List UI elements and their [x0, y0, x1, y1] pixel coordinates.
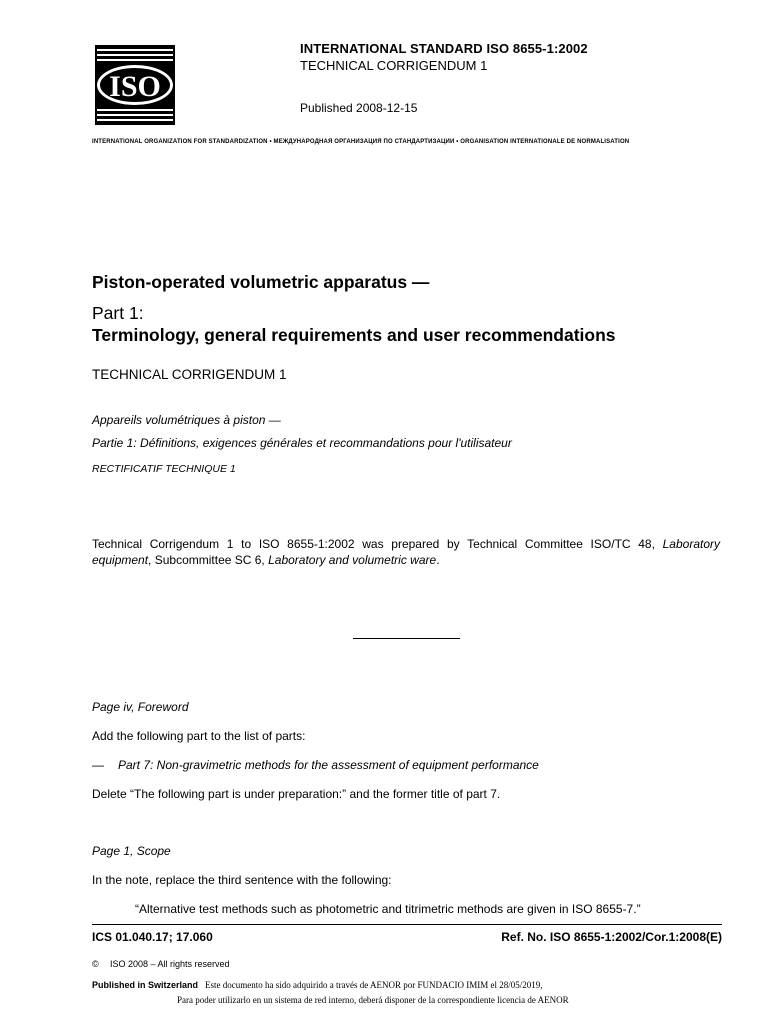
para-committee-name: Laboratory equipment	[92, 537, 720, 567]
corrigendum-label: TECHNICAL CORRIGENDUM 1	[300, 58, 488, 73]
document-title: Piston-operated volumetric apparatus —	[92, 272, 430, 292]
iso-logo	[95, 45, 175, 125]
location-foreword: Page iv, Foreword	[92, 700, 189, 714]
ics-code: ICS 01.040.17; 17.060	[92, 930, 213, 944]
french-part: Partie 1: Définitions, exigences générales et recommandations pour l'utilisateur	[92, 436, 512, 450]
organization-line: INTERNATIONAL ORGANIZATION FOR STANDARDIZATION • МЕЖДУНАРОДНАЯ ОРГАНИЗАЦИЯ ПО СТАНДАРТИЗАЦИИ • ORGANISATION INTERNATIONALE DE NORMALISATION	[92, 139, 630, 145]
replacement-quote: “Alternative test methods such as photometric and titrimetric methods are given in ISO 8655-7.”	[135, 902, 641, 916]
french-title: Appareils volumétriques à piston —	[92, 413, 281, 427]
license-watermark-line-1: Este documento ha sido adquirido a través de AENOR por FUNDACIO IMIM el 28/05/2019,	[205, 980, 543, 990]
instruction-add: Add the following part to the list of parts:	[92, 729, 306, 743]
para-subcommittee-name: Laboratory and volumetric ware	[268, 553, 437, 567]
reference-number: Ref. No. ISO 8655-1:2002/Cor.1:2008(E)	[501, 930, 722, 944]
french-corrigendum: RECTIFICATIF TECHNIQUE 1	[92, 463, 236, 475]
list-dash: —	[92, 758, 104, 772]
para-text-1: Technical Corrigendum 1 to ISO 8655-1:2002 was prepared by Technical Committee ISO/TC 48,	[92, 537, 663, 551]
instruction-delete: Delete “The following part is under preparation:” and the former title of part 7.	[92, 787, 501, 801]
published-date: Published 2008-12-15	[300, 101, 418, 115]
iso-logo-graphic	[95, 45, 175, 125]
location-scope: Page 1, Scope	[92, 844, 171, 858]
copyright-symbol: ©	[92, 959, 99, 969]
footer-rule	[92, 924, 722, 925]
list-item	[92, 758, 539, 772]
logo-text: ISO	[109, 70, 161, 103]
technical-corrigendum: TECHNICAL CORRIGENDUM 1	[92, 367, 287, 382]
list-item-text: Part 7: Non-gravimetric methods for the assessment of equipment performance	[118, 758, 539, 772]
part-label: Part 1:	[92, 303, 144, 323]
copyright-notice	[92, 959, 230, 969]
copyright-text: ISO 2008 – All rights reserved	[110, 959, 230, 969]
preparation-paragraph	[92, 536, 720, 568]
license-watermark-line-2: Para poder utilizarlo en un sistema de red interno, deberá disponer de la correspondiente licencia de AENOR	[177, 995, 569, 1005]
para-text-2: , Subcommittee SC 6,	[148, 553, 269, 567]
document-subtitle: Terminology, general requirements and user recommendations	[92, 325, 616, 345]
standard-title: INTERNATIONAL STANDARD ISO 8655-1:2002	[300, 41, 588, 56]
published-in: Published in Switzerland	[92, 980, 199, 990]
para-text-3: .	[436, 553, 440, 567]
separator-rule	[353, 638, 460, 639]
instruction-note: In the note, replace the third sentence with the following:	[92, 873, 392, 887]
